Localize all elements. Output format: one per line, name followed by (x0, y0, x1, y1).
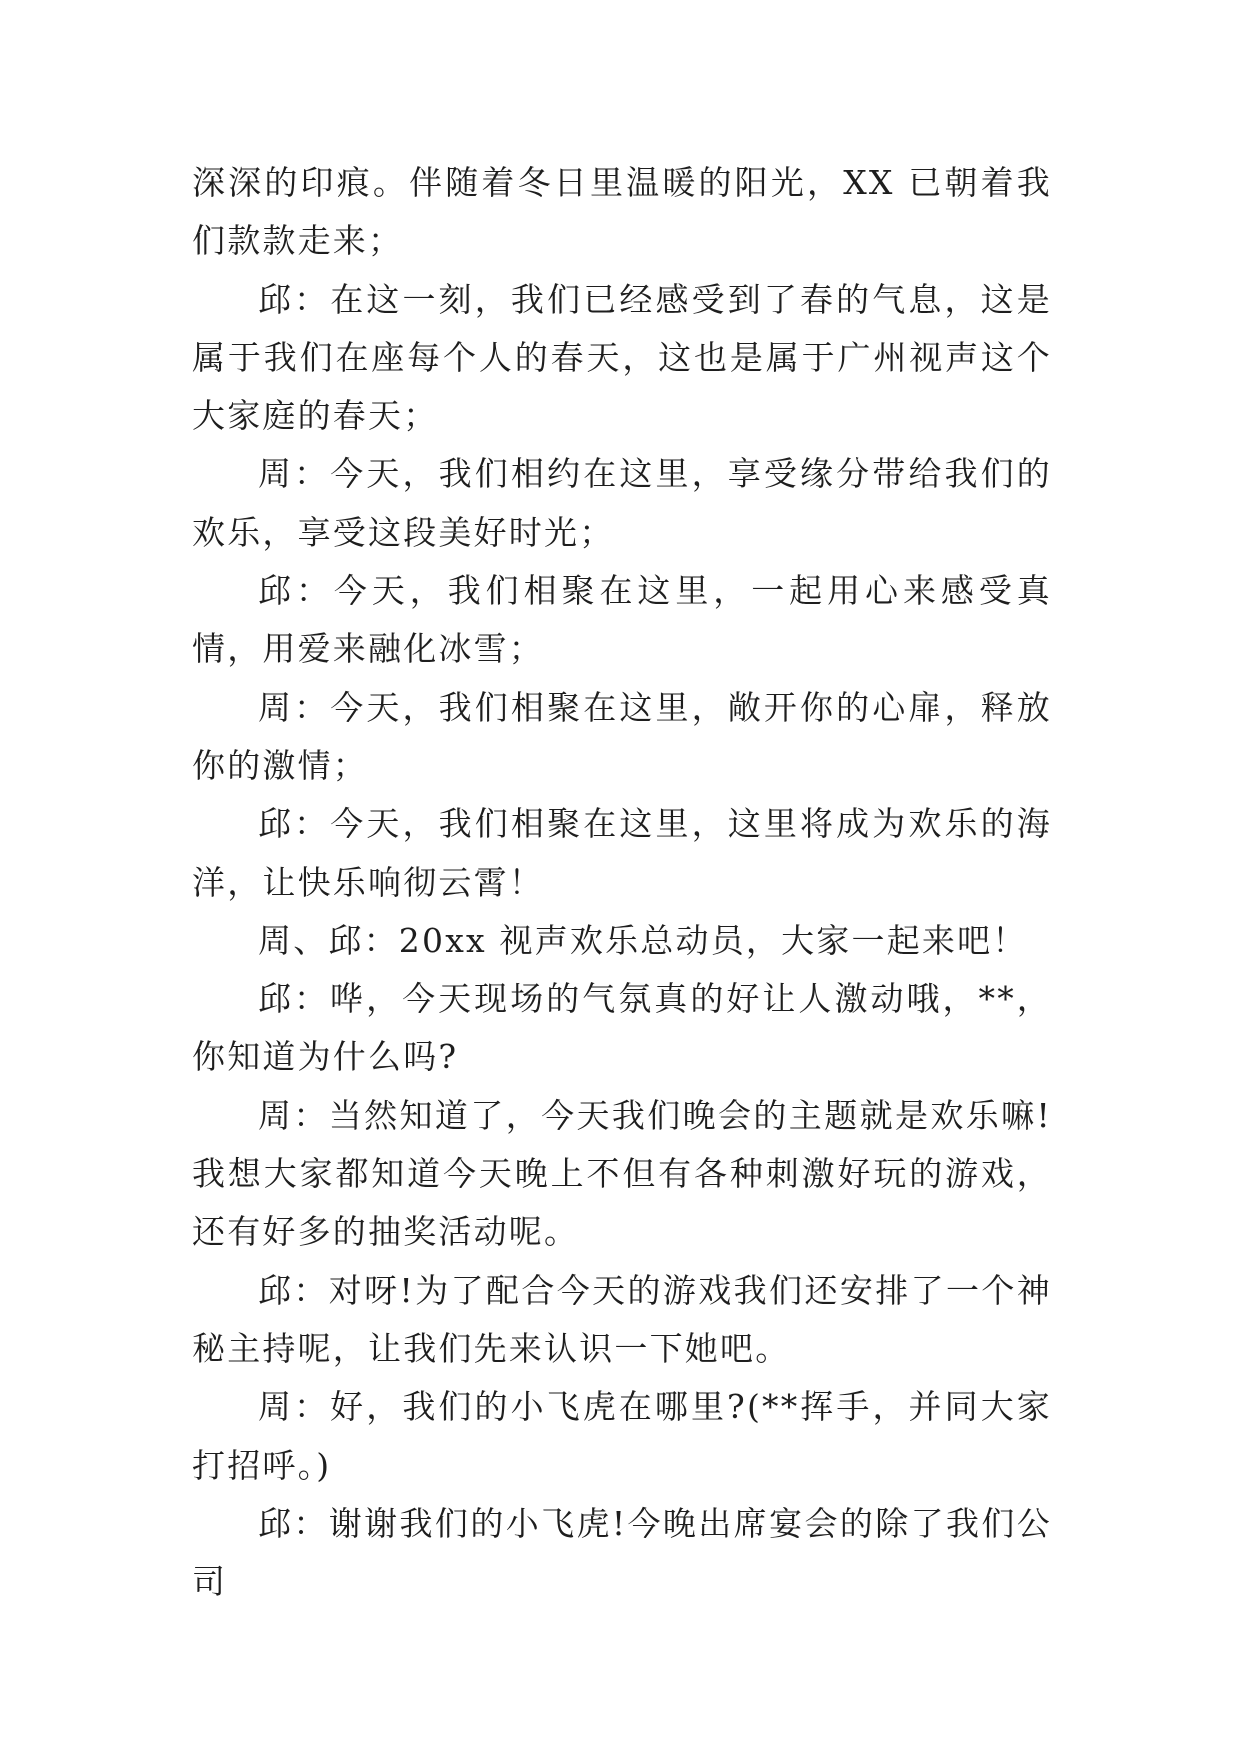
paragraph-8: 周：当然知道了，今天我们晚会的主题就是欢乐嘛!我想大家都知道今天晚上不但有各种刺激好玩的游戏，还有好多的抽奖活动呢。 (192, 1095, 1052, 1252)
paragraph-0: 深深的印痕。伴随着冬日里温暖的阳光，XX 已朝着我们款款走来； (192, 163, 1052, 261)
paragraph-2: 周：今天，我们相约在这里，享受缘分带给我们的欢乐，享受这段美好时光； (192, 454, 1052, 552)
paragraph-9: 邱：对呀!为了配合今天的游戏我们还安排了一个神秘主持呢，让我们先来认识一下她吧。 (192, 1270, 1052, 1368)
paragraph-7: 邱：哗，今天现场的气氛真的好让人激动哦，**，你知道为什么吗? (192, 979, 1052, 1077)
document-body (192, 154, 1052, 1611)
paragraph-5: 邱：今天，我们相聚在这里，这里将成为欢乐的海洋，让快乐响彻云霄！ (192, 804, 1052, 902)
paragraph-3: 邱：今天，我们相聚在这里，一起用心来感受真情，用爱来融化冰雪； (192, 571, 1052, 669)
paragraph-11: 邱：谢谢我们的小飞虎!今晚出席宴会的除了我们公司 (192, 1503, 1052, 1602)
paragraph-6: 周、邱：20xx 视声欢乐总动员，大家一起来吧！ (258, 920, 1028, 960)
paragraph-4: 周：今天，我们相聚在这里，敞开你的心扉，释放你的激情； (192, 687, 1052, 785)
paragraph-1: 邱：在这一刻，我们已经感受到了春的气息，这是属于我们在座每个人的春天，这也是属于广州视声这个大家庭的春天； (192, 279, 1052, 436)
paragraph-10: 周：好，我们的小飞虎在哪里?(**挥手，并同大家打招呼。) (192, 1387, 1052, 1485)
